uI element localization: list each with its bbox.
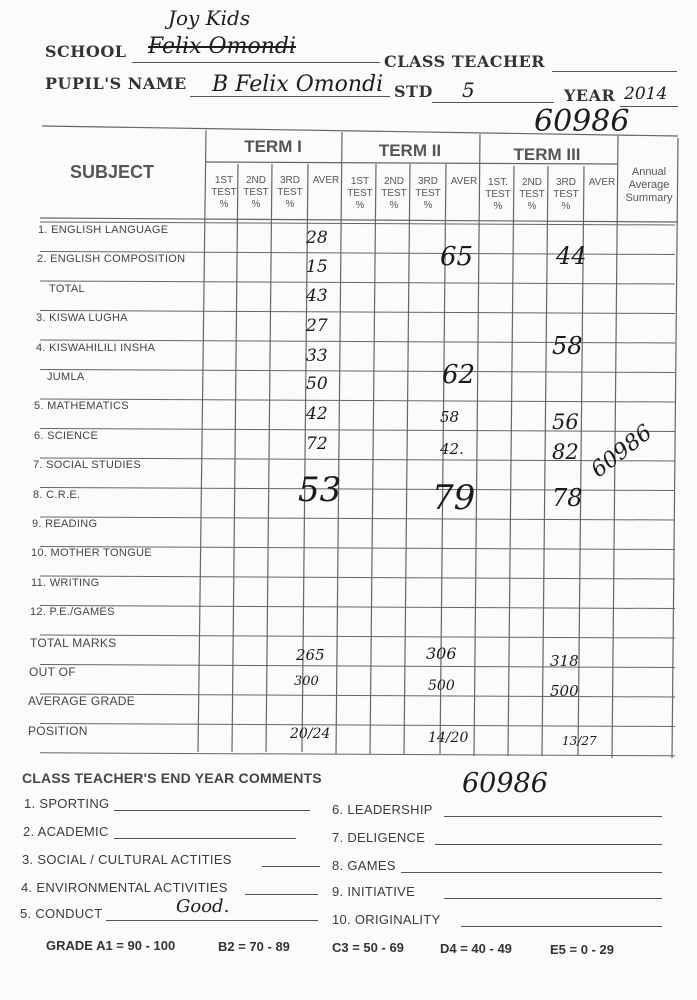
term1-average-mark: 53 bbox=[298, 470, 342, 510]
term-3-header: TERM III bbox=[513, 145, 581, 164]
term1-average-mark: 33 bbox=[306, 346, 328, 366]
term1-total-marks: 265 bbox=[296, 646, 325, 664]
subject-row-label: POSITION bbox=[28, 723, 88, 738]
term3-average-mark: 44 bbox=[556, 242, 587, 270]
col-header-term3-1: 1ST. TEST % bbox=[485, 177, 511, 212]
year-value: 2014 bbox=[624, 84, 668, 104]
grade-range: D4 = 40 - 49 bbox=[440, 941, 512, 956]
std-label: STD bbox=[394, 82, 433, 101]
col-header-term3-2: 2ND TEST % bbox=[519, 177, 545, 212]
subject-row-label: 5. MATHEMATICS bbox=[34, 400, 129, 413]
class-teacher-label: CLASS TEACHER bbox=[384, 52, 546, 71]
term1-average-mark: 15 bbox=[306, 257, 328, 277]
term1-position: 20/24 bbox=[290, 726, 331, 742]
comment-item-right: 8. GAMES bbox=[332, 858, 396, 873]
term3-average-mark: 82 bbox=[552, 440, 579, 464]
grade-range: C3 = 50 - 69 bbox=[332, 940, 404, 955]
comment-blank-line bbox=[106, 920, 318, 921]
std-value: 5 bbox=[462, 78, 475, 102]
term3-total-marks: 318 bbox=[550, 652, 579, 670]
subject-row-label: TOTAL MARKS bbox=[30, 635, 117, 650]
term2-average-mark: 79 bbox=[432, 478, 476, 518]
term1-average-mark: 43 bbox=[306, 286, 328, 306]
subject-row-label: TOTAL bbox=[49, 282, 85, 295]
subject-header: SUBJECT bbox=[70, 162, 155, 182]
term2-total-marks: 306 bbox=[426, 644, 457, 663]
comment-blank-line bbox=[262, 866, 320, 867]
comment-blank-line bbox=[435, 844, 662, 845]
reference-number: 60986 bbox=[534, 104, 630, 139]
year-label: YEAR bbox=[564, 86, 616, 105]
term-2-header: TERM II bbox=[378, 141, 442, 160]
subject-row-label: 10. MOTHER TONGUE bbox=[31, 547, 152, 560]
col-header-term2-2: 2ND TEST % bbox=[381, 176, 407, 211]
col-header-term2-4: AVER bbox=[450, 176, 478, 187]
school-label: SCHOOL bbox=[45, 42, 127, 61]
term3-average-mark: 58 bbox=[552, 332, 583, 360]
term2-average-mark: 42. bbox=[440, 440, 464, 458]
subject-row-label: 12. P.E./GAMES bbox=[30, 606, 115, 619]
comment-item-left: 4. ENVIRONMENTAL ACTIVITIES bbox=[21, 880, 228, 895]
grade-range: E5 = 0 - 29 bbox=[550, 942, 614, 957]
subject-row-label: 9. READING bbox=[32, 518, 98, 530]
col-header-term1-2: 2ND TEST % bbox=[243, 175, 269, 210]
school-value-handwritten: Joy Kids bbox=[168, 6, 251, 30]
comment-item-right: 10. ORIGINALITY bbox=[332, 912, 441, 927]
term2-average-mark: 65 bbox=[440, 242, 474, 272]
col-header-term2-1: 1ST TEST % bbox=[347, 176, 373, 211]
comment-item-left: 3. SOCIAL / CULTURAL ACTITIES bbox=[22, 852, 232, 867]
annual-average-header: Annual Average Summary bbox=[625, 166, 673, 204]
pupil-name-value: B Felix Omondi bbox=[212, 72, 384, 97]
subject-row-label: 1. ENGLISH LANGUAGE bbox=[38, 224, 169, 236]
comment-blank-line bbox=[444, 898, 662, 899]
subject-row-label: 3. KISWA LUGHA bbox=[36, 312, 128, 325]
subject-row-label: JUMLA bbox=[47, 371, 85, 383]
term2-out-of: 500 bbox=[428, 678, 455, 694]
subject-row-label: 4. KISWAHILILI INSHA bbox=[36, 341, 156, 354]
grade-range: B2 = 70 - 89 bbox=[218, 939, 290, 954]
term3-average-mark: 56 bbox=[552, 410, 579, 434]
subject-row-label: 6. SCIENCE bbox=[34, 429, 99, 442]
term3-average-mark: 78 bbox=[552, 484, 583, 512]
term1-average-mark: 28 bbox=[306, 228, 328, 248]
col-header-term3-4: AVER bbox=[588, 177, 616, 188]
comments-title: CLASS TEACHER'S END YEAR COMMENTS bbox=[22, 770, 322, 786]
term2-position: 14/20 bbox=[428, 730, 469, 746]
annual-average-mark: 60986 bbox=[586, 420, 658, 483]
comment-item-right: 9. INITIATIVE bbox=[332, 884, 416, 899]
grade-range: GRADE A1 = 90 - 100 bbox=[46, 938, 176, 953]
subject-row-label: 11. WRITING bbox=[31, 576, 100, 589]
subject-row-label: OUT OF bbox=[29, 665, 76, 679]
comment-blank-line bbox=[114, 838, 296, 839]
term1-out-of: 300 bbox=[294, 674, 319, 689]
term1-average-mark: 27 bbox=[306, 316, 328, 336]
comment-blank-line bbox=[444, 816, 662, 817]
col-header-term1-1: 1ST TEST % bbox=[211, 175, 237, 210]
comment-item-left: 5. CONDUCT bbox=[20, 906, 103, 921]
school-value-crossed: Felix Omondi bbox=[148, 34, 296, 59]
subject-row-label: 7. SOCIAL STUDIES bbox=[33, 459, 141, 472]
comment-item-left: 2. ACADEMIC bbox=[23, 824, 109, 839]
conduct-value: Good. bbox=[176, 896, 230, 917]
pupil-name-label: PUPIL'S NAME bbox=[45, 74, 187, 93]
subject-row-label: 8. C.R.E. bbox=[33, 488, 81, 501]
term1-average-mark: 42 bbox=[306, 404, 328, 424]
comment-blank-line bbox=[114, 810, 310, 811]
col-header-term1-3: 3RD TEST % bbox=[277, 175, 303, 210]
comment-item-right: 6. LEADERSHIP bbox=[332, 802, 433, 817]
comments-reference-number: 60986 bbox=[462, 768, 548, 799]
term1-average-mark: 72 bbox=[306, 434, 328, 454]
term3-out-of: 500 bbox=[550, 682, 579, 700]
term1-average-mark: 50 bbox=[306, 374, 328, 394]
col-header-term1-4: AVER bbox=[312, 175, 340, 186]
comment-blank-line bbox=[245, 894, 318, 895]
col-header-term3-3: 3RD TEST % bbox=[553, 177, 579, 212]
comment-item-right: 7. DELIGENCE bbox=[332, 830, 426, 845]
subject-row-label: AVERAGE GRADE bbox=[28, 694, 136, 709]
term-1-header: TERM I bbox=[244, 137, 302, 156]
term2-average-mark: 62 bbox=[442, 360, 476, 390]
col-header-term2-3: 3RD TEST % bbox=[415, 176, 441, 211]
term3-position: 13/27 bbox=[562, 734, 597, 748]
comment-blank-line bbox=[401, 872, 662, 873]
comment-item-left: 1. SPORTING bbox=[24, 796, 110, 811]
comment-blank-line bbox=[461, 926, 662, 927]
term2-average-mark: 58 bbox=[440, 408, 460, 426]
subject-row-label: 2. ENGLISH COMPOSITION bbox=[37, 253, 186, 266]
